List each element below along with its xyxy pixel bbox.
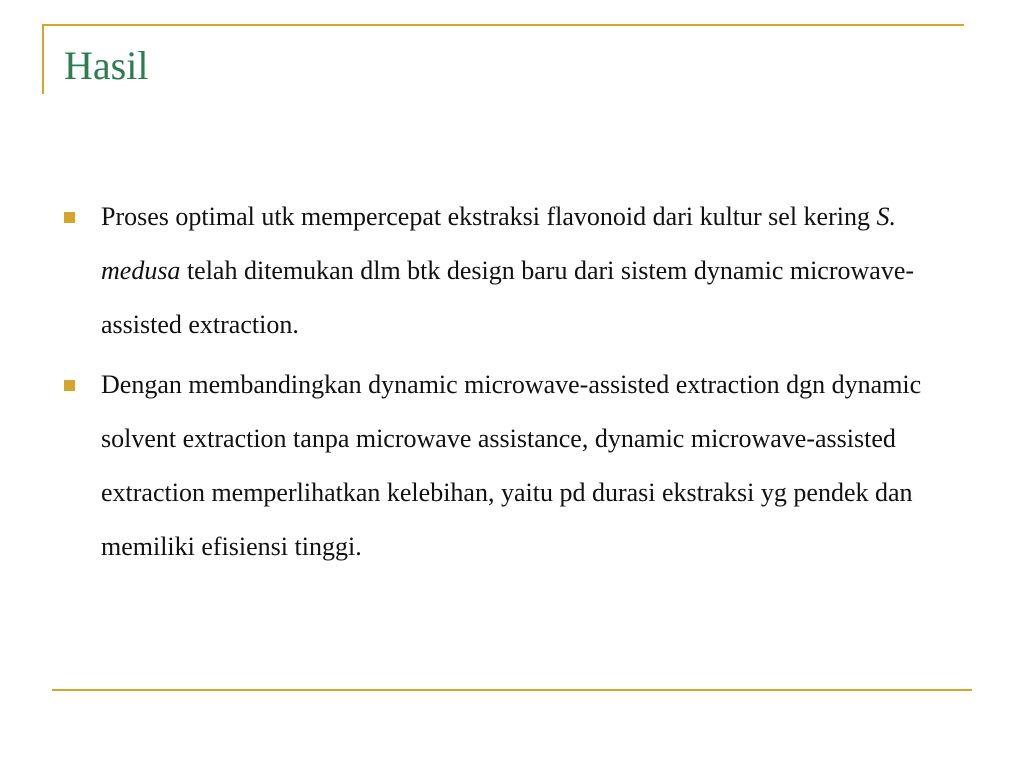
top-divider bbox=[42, 24, 964, 26]
bottom-divider bbox=[52, 689, 972, 691]
bullet-list bbox=[64, 190, 974, 580]
bullet-1-text-start: Proses optimal utk mempercepat ekstraksi flavonoid dari kultur sel kering bbox=[101, 202, 877, 231]
bullet-1-text-end: telah ditemukan dlm btk design baru dari sistem dynamic microwave-assisted extraction. bbox=[101, 256, 915, 339]
square-bullet-icon bbox=[64, 212, 75, 223]
bullet-item-2 bbox=[64, 358, 974, 574]
species-name: S. medusa bbox=[101, 202, 896, 285]
slide-title: Hasil bbox=[64, 43, 149, 88]
title-accent-bar bbox=[42, 24, 44, 94]
square-bullet-icon bbox=[64, 380, 75, 391]
bullet-2-text: Dengan membandingkan dynamic microwave-assisted extraction dgn dynamic solvent extraction tanpa microwave assistance, dynamic microwave-assisted extraction memperlihatkan kelebihan, yaitu pd durasi ekstraksi yg pendek dan memiliki efisiensi tinggi. bbox=[101, 370, 922, 561]
bullet-item-1 bbox=[64, 190, 974, 352]
